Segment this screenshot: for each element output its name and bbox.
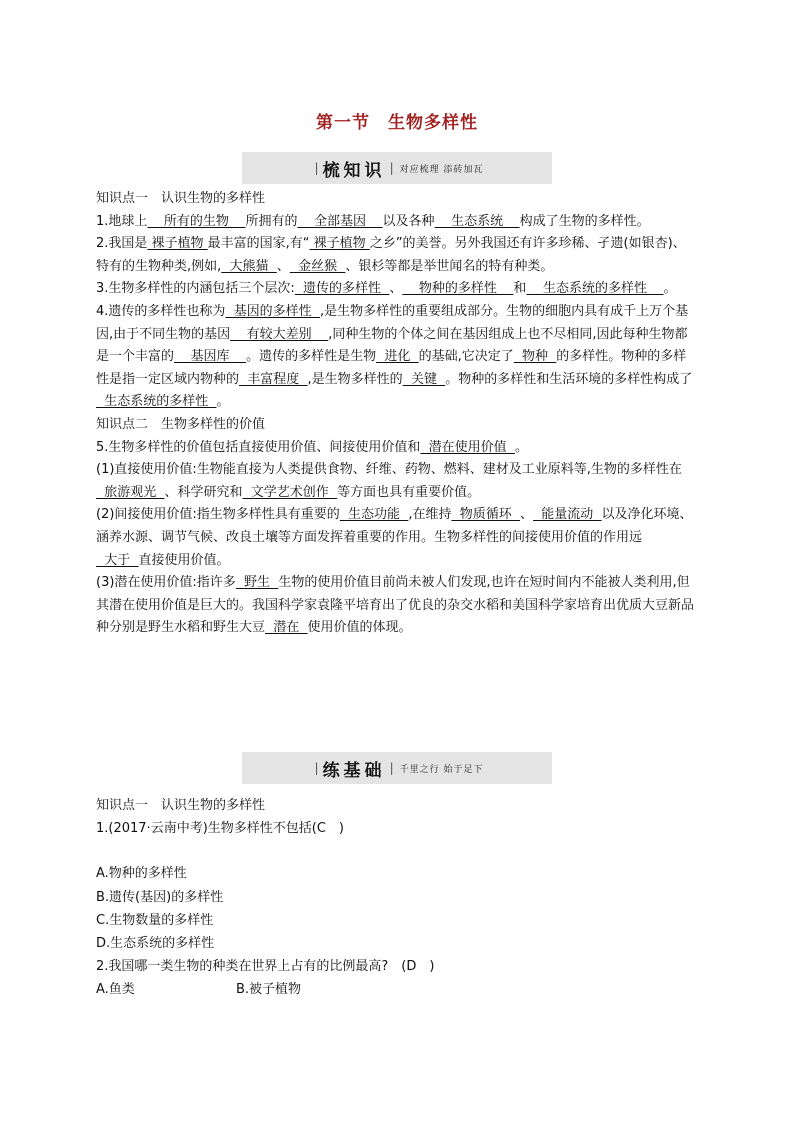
- answer-blank: 全部基因: [297, 213, 383, 229]
- text-segment: ,同种生物的个体之间在基因组成上也不尽相同,因此每种生物都是一个丰富的: [96, 326, 688, 365]
- text-segment: 1.地球上: [96, 213, 148, 229]
- page-title: 第一节 生物多样性: [316, 113, 478, 133]
- answer-blank: 文学艺术创作: [242, 484, 338, 500]
- practice-point-1: 知识点一 认识生物的多样性: [96, 798, 266, 813]
- text-segment: 4.遗传的多样性也称为: [96, 303, 226, 319]
- text-segment: (3)潜在使用价值:指许多: [96, 575, 236, 591]
- question-1: 1.(2017·云南中考)生物多样性不包括(C ): [96, 821, 344, 837]
- text-segment: 的基础,它决定了: [418, 349, 514, 365]
- answer-blank: 物种: [513, 349, 557, 365]
- text-segment: (1)直接使用价值:生物能直接为人类提供食物、纤维、药物、燃料、建材及工业原料等,生物的多样性在: [96, 462, 682, 478]
- option-a: A.鱼类: [96, 982, 135, 998]
- answer-blank: 生态系统的多样性: [96, 394, 217, 410]
- text-segment: 3.生物多样性的内涵包括三个层次:: [96, 281, 295, 297]
- paragraph-q2: [96, 233, 696, 278]
- banner-main: 练基础: [322, 760, 386, 781]
- option-d: D.生态系统的多样性: [96, 936, 215, 952]
- answer-blank: 大熊猫: [221, 258, 277, 274]
- paragraph-q1: [96, 211, 696, 234]
- text-segment: 。: [216, 394, 230, 410]
- option-b: B.被子植物: [236, 982, 302, 998]
- paragraph-q5-1: [96, 459, 696, 504]
- knowledge-point-2: 知识点二 生物多样性的价值: [96, 416, 266, 432]
- option-b: B.遗传(基因)的多样性: [96, 889, 224, 905]
- banner-sub: 对应梳理 添砖加瓦: [399, 164, 484, 175]
- answer-blank: 裸子植物: [309, 236, 370, 252]
- text-segment: 直接使用价值。: [138, 552, 230, 568]
- text-segment: ,是生物多样性的重要组成部分。生物的细胞内具有成千上万个基因,由于不同生物的基因: [96, 303, 689, 342]
- text-segment: 最丰富的国家,有“: [207, 236, 310, 252]
- answer-blank: 关键: [402, 371, 446, 387]
- answer-blank: 基因库: [174, 349, 247, 365]
- text-segment: 以及各种: [382, 213, 435, 229]
- question-2-options: [96, 978, 696, 1001]
- text-segment: 、: [520, 507, 534, 523]
- text-segment: 生物的使用价值目前尚未被人们发现,也许在短时间内不能被人类利用,但其潜在使用价值是巨大的。我国科学家袁隆平培育出了优良的杂交水稻和美国科学家培育出优质大豆新品种分别是野生水稻和野生大豆: [96, 575, 695, 636]
- text-segment: 构成了生物的多样性。: [519, 213, 650, 229]
- text-segment: (2)间接使用价值:指生物多样性具有重要的: [96, 507, 340, 523]
- text-segment: 5.生物多样性的价值包括直接使用价值、间接使用价值和: [96, 439, 421, 455]
- banner-knowledge: | 梳知识 | 对应梳理 添砖加瓦: [242, 152, 552, 184]
- paragraph-q5: [96, 437, 696, 460]
- answer-blank: 裸子植物: [147, 236, 208, 252]
- answer-blank: 基因的多样性: [225, 303, 320, 319]
- practice-section: [96, 794, 696, 1002]
- paragraph-q5-3: [96, 572, 696, 640]
- option-c: C.生物数量的多样性: [96, 912, 214, 928]
- answer-blank: 物质循环: [451, 507, 520, 523]
- answer-blank: 丰富程度: [239, 371, 308, 387]
- answer-blank: 物种的多样性: [402, 281, 514, 297]
- answer-blank: 潜在使用价值: [420, 439, 515, 455]
- answer-blank: 潜在: [265, 620, 308, 636]
- text-segment: 。: [663, 281, 677, 297]
- text-segment: ,是生物多样性的: [307, 371, 403, 387]
- text-segment: 2.我国是: [96, 236, 148, 252]
- paragraph-q4: [96, 301, 696, 414]
- text-segment: 、科学研究和: [164, 484, 243, 500]
- paragraph-q3: [96, 278, 696, 301]
- answer-blank: 所有的生物: [147, 213, 246, 229]
- answer-blank: 进化: [376, 349, 419, 365]
- answer-blank: 有较大差别: [230, 326, 329, 342]
- paragraph-q5-2: [96, 504, 696, 572]
- answer-blank: 生态系统: [434, 213, 520, 229]
- text-segment: 所拥有的: [245, 213, 298, 229]
- text-segment: ,在维持: [408, 507, 452, 523]
- banner-sub: 千里之行 始于足下: [399, 764, 484, 775]
- option-a: A.物种的多样性: [96, 866, 187, 882]
- text-segment: 、: [389, 281, 403, 297]
- answer-blank: 生态系统的多样性: [526, 281, 664, 297]
- text-segment: 。: [514, 439, 528, 455]
- answer-blank: 生态功能: [339, 507, 409, 523]
- text-segment: 的多样性。物种的多样性是指一定区域内物种的: [96, 349, 687, 387]
- text-segment: 和: [513, 281, 527, 297]
- knowledge-point-1: 知识点一 认识生物的多样性: [96, 191, 266, 206]
- answer-blank: 大于: [96, 552, 139, 568]
- text-segment: 使用价值的体现。: [307, 620, 412, 636]
- text-segment: 等方面也具有重要价值。: [337, 484, 481, 500]
- banner-practice: | 练基础 | 千里之行 始于足下: [242, 752, 552, 784]
- answer-blank: 遗传的多样性: [294, 281, 390, 297]
- question-2: 2.我国哪一类生物的种类在世界上占有的比例最高? (D ): [96, 959, 435, 975]
- banner-main: 梳知识: [322, 160, 386, 181]
- text-segment: 以及净化环境、涵养水源、调节气候、改良土壤等方面发挥着重要的作用。生物多样性的间接使用价值的作用远: [96, 507, 693, 545]
- text-segment: 之乡”的美誉。另外我国还有许多珍稀、孑遗(如银杏)、特有的生物种类,例如,: [96, 236, 686, 274]
- answer-blank: 旅游观光: [96, 484, 165, 500]
- text-segment: 。遗传的多样性是生物: [246, 349, 377, 365]
- text-segment: 、: [276, 258, 290, 274]
- text-segment: 。物种的多样性和生活环境的多样性构成了: [445, 371, 693, 387]
- answer-blank: 野生: [235, 575, 279, 591]
- knowledge-section: [96, 188, 696, 640]
- answer-blank: 能量流动: [533, 507, 602, 523]
- answer-blank: 金丝猴: [289, 258, 346, 274]
- text-segment: 、银杉等都是举世闻名的特有种类。: [345, 258, 554, 274]
